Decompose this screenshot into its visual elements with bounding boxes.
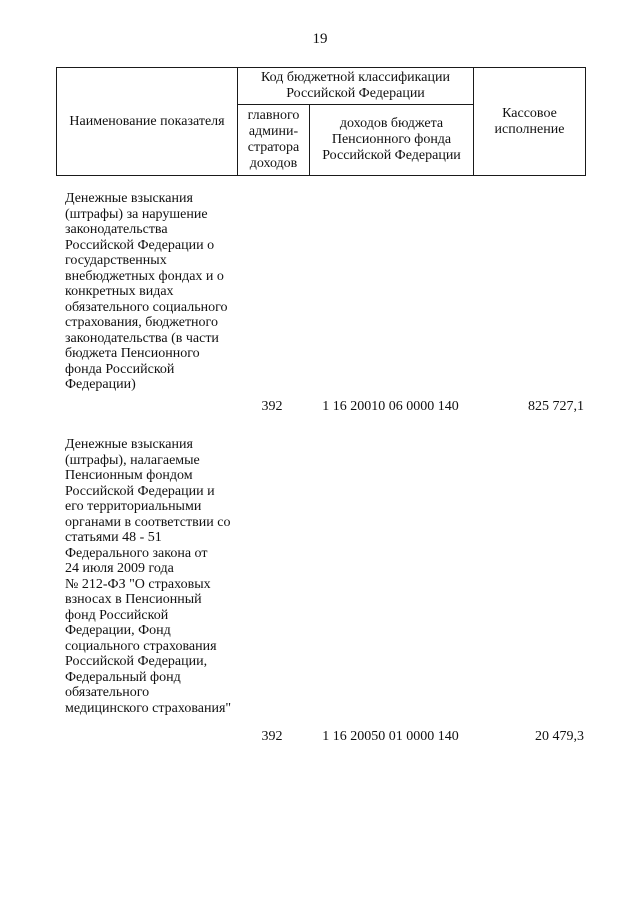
table-row (56, 191, 586, 426)
table-header (56, 67, 586, 176)
header-code-group: Код бюджетной классификации Российской Федерации (261, 70, 450, 101)
header-name: Наименование показателя (69, 113, 225, 129)
page-number: 19 (312, 31, 328, 47)
row-name: Денежные взыскания (штрафы), налагаемые Пенсионным фондом Российской Федерации и его территориальными органами в соответствии со статьями 48 - 51 Федерального закона от 24 июля 2009 года № 212-ФЗ "О страховых взносах в Пенсионный фонд Российской Федерации, Фонд социального страхования Российской Федерации, Федеральный фонд обязательного медицинского страхования" (65, 437, 232, 716)
row-name: Денежные взыскания (штрафы) за нарушение законодательства Российской Федерации о государственных внебюджетных фондах и о конкретных видах обязательного социального страхования, бюджетного законодательства (в части бюджета Пенсионного фонда Российской Федерации) (65, 191, 228, 392)
row-amount: 825 727,1 (528, 399, 584, 414)
row-admin-code: 392 (261, 399, 283, 414)
row-budget-code: 1 16 20010 06 0000 140 (322, 399, 459, 414)
header-execution: Кассовое исполнение (494, 105, 565, 137)
table-row (56, 437, 586, 747)
row-admin-code: 392 (261, 729, 283, 744)
row-budget-code: 1 16 20050 01 0000 140 (322, 729, 459, 744)
header-admin: главного админи-стратора доходов (247, 108, 300, 171)
row-amount: 20 479,3 (535, 729, 584, 744)
header-revenue: доходов бюджета Пенсионного фонда Российской Федерации (322, 116, 461, 163)
